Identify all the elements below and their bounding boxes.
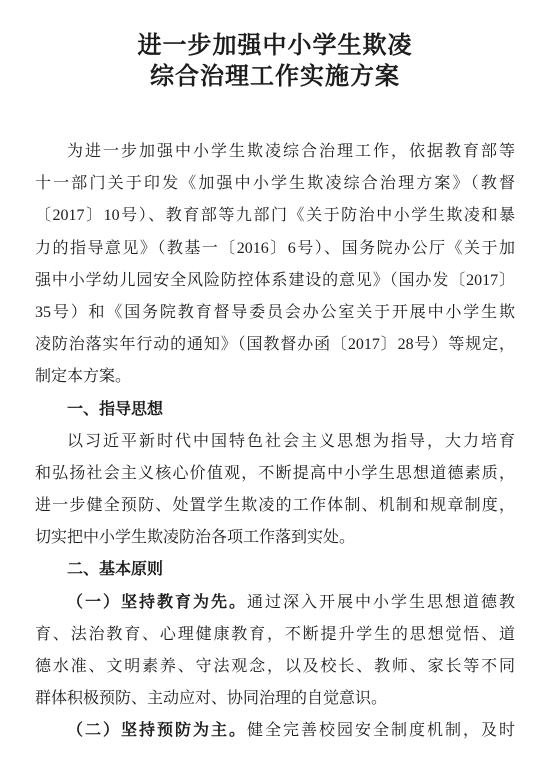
principle-lead: （二）坚持预防为主。 (67, 722, 247, 740)
text-line (35, 715, 515, 747)
text-line: 切实把中小学生欺凌防治各项工作落到实处。 (35, 529, 356, 547)
intro-paragraph (35, 136, 515, 394)
text-line (35, 587, 515, 619)
title-line: 进一步加强中小学生欺凌 (137, 33, 413, 59)
document-title (0, 31, 550, 93)
section-basic-principles (35, 554, 515, 747)
principle-item (35, 715, 515, 747)
principle-text: 通过深入开展中小学生思想道德教 (247, 593, 515, 611)
document-body (35, 136, 515, 748)
text-line: 育、法治教育、心理健康教育，不断提升学生的思想觉悟、道 (35, 625, 515, 643)
section-heading: 二、基本原则 (67, 561, 164, 579)
principle-item (35, 587, 515, 716)
text-line: 德水准、文明素养、守法观念，以及校长、教师、家长等不同 (35, 658, 515, 675)
text-line: 制定本方案。 (35, 368, 132, 386)
section-guiding-ideology (35, 394, 515, 555)
text-line: 凌防治落实年行动的通知》（国教督办函〔2017〕28号）等规定， (35, 336, 515, 354)
text-line: 为进一步加强中小学生欺凌综合治理工作，依据教育部等 (67, 143, 515, 160)
text-line: 35号）和《国务院教育督导委员会办公室关于开展中小学生欺 (35, 303, 515, 321)
principle-text: 健全完善校园安全制度机制，及时 (247, 722, 515, 740)
text-line: 〔2017〕10号）、教育部等九部门《关于防治中小学生欺凌和暴 (35, 207, 515, 225)
text-line: 和弘扬社会主义核心价值观，不断提高中小学生思想道德素质， (35, 464, 515, 482)
text-line: 十一部门关于印发《加强中小学生欺凌综合治理方案》（教督 (35, 175, 515, 193)
section-heading: 一、指导思想 (67, 400, 164, 418)
text-line: 进一步健全预防、处置学生欺凌的工作体制、机制和规章制度， (35, 497, 515, 515)
principle-lead: （一）坚持教育为先。 (67, 593, 247, 611)
text-line: 强中小学幼儿园安全风险防控体系建设的意见》（国办发〔2017〕 (35, 271, 515, 289)
text-line: 群体积极预防、主动应对、协同治理的自觉意识。 (35, 690, 388, 708)
title-line: 综合治理工作实施方案 (150, 64, 400, 90)
text-line: 力的指导意见》（教基一〔2016〕6号）、国务院办公厅《关于加 (35, 239, 515, 257)
text-line: 以习近平新时代中国特色社会主义思想为指导，大力培育 (67, 432, 515, 450)
